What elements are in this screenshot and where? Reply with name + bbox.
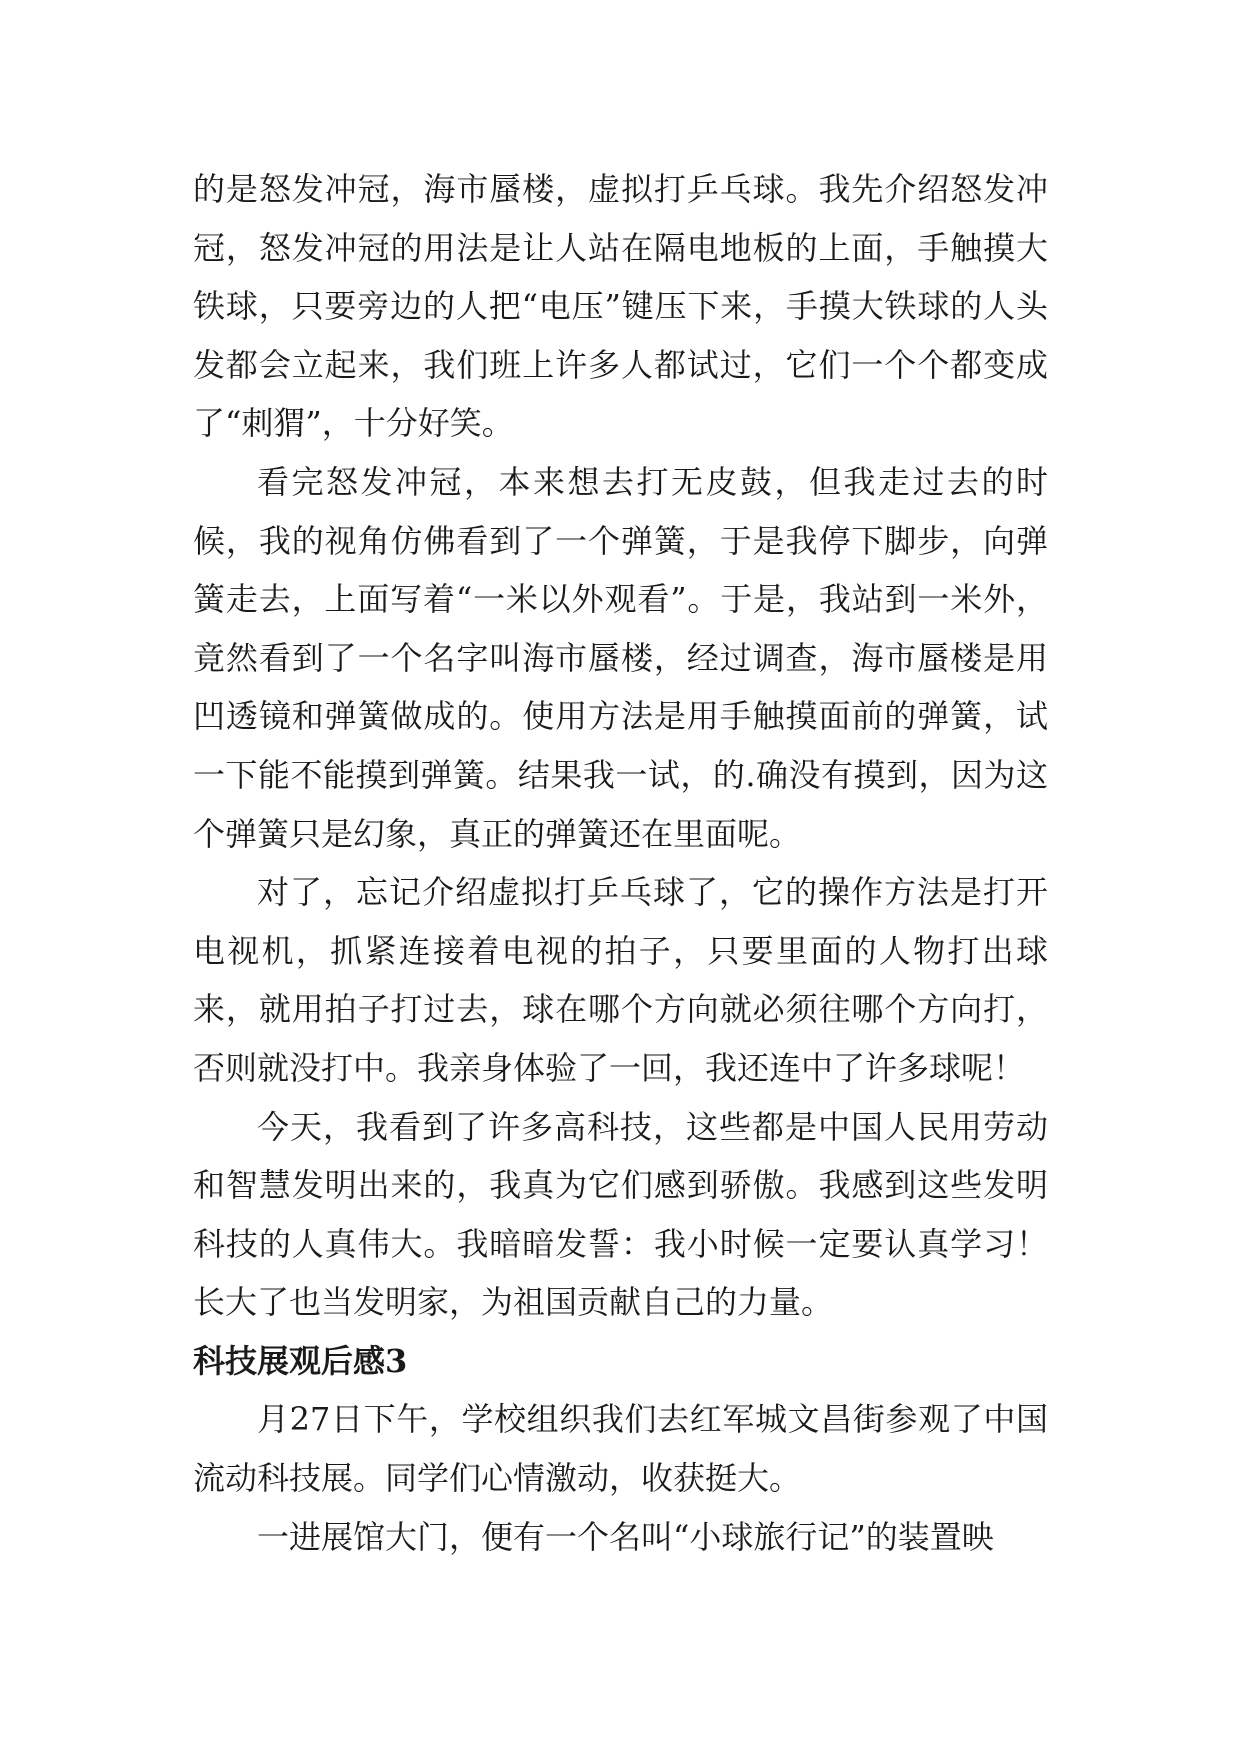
paragraph: 对了，忘记介绍虚拟打乒乓球了，它的操作方法是打开电视机，抓紧连接着电视的拍子，只要里面的人物打出球来，就用拍子打过去，球在哪个方向就必须往哪个方向打，否则就没打中。我亲身体验了一回，我还连中了许多球呢！ [193, 873, 1048, 1087]
paragraph: 一进展馆大门，便有一个名叫“小球旅行记”的装置映 [257, 1517, 994, 1556]
paragraph: 的是怒发冲冠，海市蜃楼，虚拟打乒乓球。我先介绍怒发冲冠，怒发冲冠的用法是让人站在隔电地板的上面，手触摸大铁球，只要旁边的人把“电压”键压下来，手摸大铁球的人头发都会立起来，我们班上许多人都试过，它们一个个都变成了“刺猬”，十分好笑。 [193, 170, 1048, 443]
section-title: 科技展观后感3 [193, 1341, 408, 1380]
paragraph: 月27日下午，学校组织我们去红军城文昌街参观了中国流动科技展。同学们心情激动，收获挺大。 [193, 1400, 1048, 1498]
paragraph: 看完怒发冲冠，本来想去打无皮鼓，但我走过去的时候，我的视角仿佛看到了一个弹簧，于是我停下脚步，向弹簧走去，上面写着“一米以外观看”。于是，我站到一米外，竟然看到了一个名字叫海市蜃楼，经过调查，海市蜃楼是用凹透镜和弹簧做成的。使用方法是用手触摸面前的弹簧，试一下能不能摸到弹簧。结果我一试，的.确没有摸到，因为这个弹簧只是幻象，真正的弹簧还在里面呢。 [193, 462, 1048, 853]
paragraph: 今天，我看到了许多高科技，这些都是中国人民用劳动和智慧发明出来的，我真为它们感到骄傲。我感到这些发明科技的人真伟大。我暗暗发誓：我小时候一定要认真学习！长大了也当发明家，为祖国贡献自己的力量。 [193, 1107, 1048, 1322]
document-body [193, 160, 1048, 1566]
